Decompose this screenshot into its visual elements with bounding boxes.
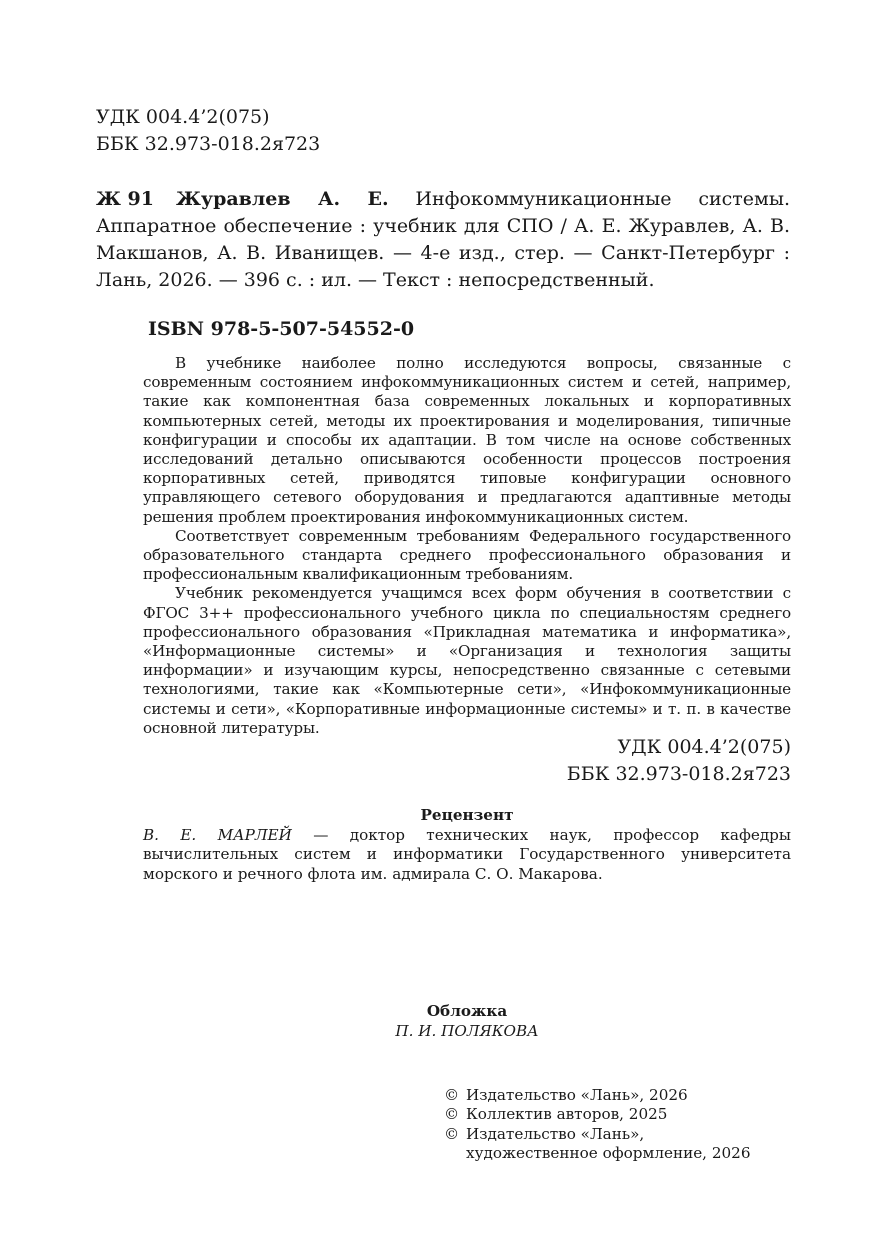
copyright-line [444, 1086, 751, 1105]
classification-codes-bottom [567, 734, 791, 788]
bibliographic-record [96, 186, 790, 294]
annotation-paragraph: Учебник рекомендуется учащимся всех форм обучения в соответствии с ФГОС 3++ профессионального учебного цикла по специальностям среднего профессионального образования «Прикладная математика и информатика», «Информационные системы» и «Организация и технология защиты информации» и изучающим курсы, непосредственно связанные с сетевыми технологиями, такие как «Компьютерные сети», «Инфокоммуникационные системы и сети», «Корпоративные информационные системы» и т. п. в качестве основной литературы. [143, 584, 791, 737]
cover-credit [143, 1002, 791, 1041]
cover-designer: П. И. ПОЛЯКОВА [395, 1021, 539, 1040]
author-heading: Журавлев А. Е. [176, 188, 389, 210]
cover-heading: Обложка [426, 1002, 508, 1020]
reviewer-block [143, 806, 791, 884]
copyright-block [444, 1086, 751, 1164]
copyright-line [444, 1125, 751, 1144]
udk-code: УДК 004.4’2(075) [96, 106, 270, 128]
udk-code: УДК 004.4’2(075) [617, 736, 791, 758]
classification-codes-top [96, 104, 320, 158]
bibliographic-description [96, 186, 790, 294]
reviewer-text [143, 826, 791, 885]
bibliographic-body: Инфокоммуникационные системы. Аппаратное обеспечение : учебник для СПО / А. Е. Журавлев, А. В. Макшанов, А. В. Иванищев. — 4-е изд., стер. — Санкт-Петербург : Лань, 2026. — 396 с. : ил. — Текст : непосредственный. [96, 188, 790, 291]
bbk-code: ББК 32.973-018.2я723 [566, 763, 791, 785]
copyright-holder: Издательство «Лань», [466, 1124, 645, 1143]
copyright-line [444, 1105, 751, 1124]
copyright-holder: Издательство «Лань», 2026 [466, 1086, 688, 1104]
reviewer-heading: Рецензент [420, 806, 514, 824]
copyright-continuation: художественное оформление, 2026 [466, 1144, 751, 1163]
annotation-paragraph: В учебнике наиболее полно исследуются вопросы, связанные с современным состоянием инфокоммуникационных систем и сетей, например, такие как компонентная база современных локальных и корпоративных компьютерных сетей, методы их проектирования и моделирования, типичные конфигурации и способы их адаптации. В том числе на основе собственных исследований детально описываются особенности процессов построения корпоративных сетей, приводятся типовые конфигурации основного управляющего сетевого оборудования и предлагаются адаптивные методы решения проблем проектирования инфокоммуникационных систем. [143, 354, 791, 526]
copyright-holder: Коллектив авторов, 2025 [466, 1105, 668, 1124]
isbn: ISBN 978-5-507-54552-0 [148, 318, 415, 340]
annotation-paragraph: Соответствует современным требованиям Федерального государственного образовательного стандарта среднего профессионального образования и профессиональным квалификационным требованиям. [143, 526, 791, 584]
reviewer-name: В. Е. МАРЛЕЙ [143, 825, 292, 844]
bbk-code: ББК 32.973-018.2я723 [96, 133, 321, 155]
author-mark: Ж 91 [96, 188, 154, 210]
copyright-sign: © [444, 1124, 460, 1143]
copyright-sign: © [444, 1105, 460, 1124]
reviewer-credentials: — доктор технических наук, профессор кафедры вычислительных систем и информатики Государственного университета морского и речного флота им. адмирала С. О. Макарова. [143, 825, 791, 883]
copyright-sign: © [444, 1086, 460, 1104]
annotation [143, 354, 791, 738]
